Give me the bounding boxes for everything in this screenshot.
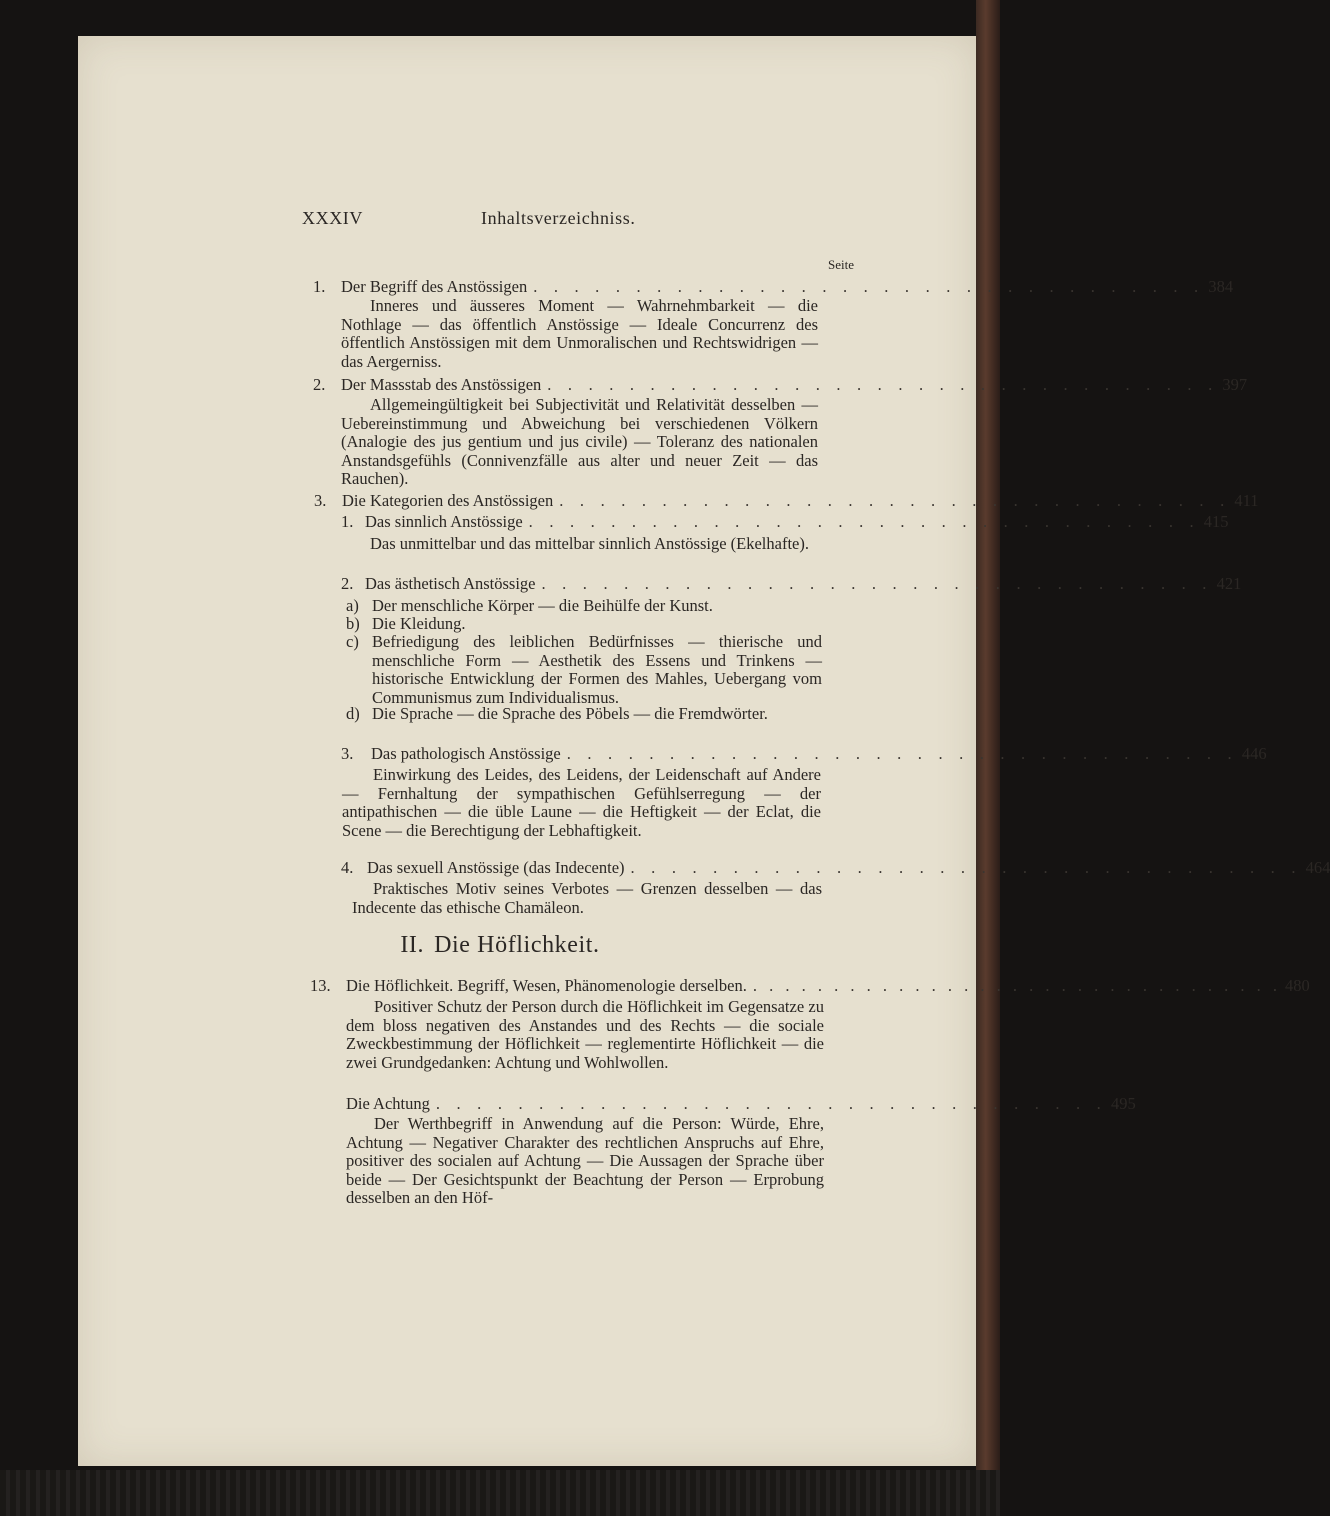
item-label: c) — [346, 632, 359, 651]
entry-page: 415 — [1203, 512, 1229, 531]
page-number: XXXIV — [302, 208, 363, 228]
entry-description: Einwirkung des Leides, des Leidens, der Leidenschaft auf Andere — Fernhaltung der sympathischen Gefühlserregung — der antipathischen — die üble Laune — die Heftigkeit — der Eclat, die Scene — die Berechtigung der Lebhaftigkeit. — [342, 765, 821, 840]
entry-number: 4. — [341, 858, 354, 877]
entry-description: Allgemeingültigkeit bei Subjectivität und Relativität desselben — Uebereinstimmung und Abweichung bei verschiedenen Völkern (Analogie des jus gentium und jus civile) — Toleranz des nationalen Anstandsgefühls (Connivenzfälle aus alter und neuer Zeit — das Rauchen). — [341, 395, 818, 489]
entry-title: Das sexuell Anstössige (das Indecente) — [367, 858, 625, 877]
section-heading — [0, 932, 1000, 959]
entry-number: 1. — [341, 512, 354, 531]
toc-entry — [346, 1094, 1136, 1113]
leader-dots: . . . . . . . . . . . . . . . . . . . . . . . . . . . . . . . . . — [752, 976, 1281, 995]
section-title: Die Höflichkeit. — [434, 932, 600, 958]
item-text: Der menschliche Körper — die Beihülfe der Kunst. — [372, 596, 713, 615]
entry-title: Der Massstab des Anstössigen — [341, 375, 542, 394]
leader-dots: . . . . . . . . . . . . . . . . . . . . . . . . . . . . . . . . . — [566, 744, 1238, 763]
entry-page: 480 — [1284, 976, 1310, 995]
entry-number: 3. — [314, 491, 327, 510]
running-title: Inhaltsverzeichniss. — [481, 208, 636, 228]
section-numeral: II. — [400, 932, 425, 958]
item-text: Befriedigung des leiblichen Bedürfnisses — thierische und menschliche Form — Aesthetik des Essens und Trinkens — historische Entwicklung der Formen des Mahles, Uebergang vom Communismus zum Individualismus. — [372, 632, 822, 707]
entry-page: 421 — [1216, 574, 1242, 593]
entry-title: Das pathologisch Anstössige — [371, 744, 561, 763]
entry-description: Inneres und äusseres Moment — Wahrnehmbarkeit — die Nothlage — das öffentlich Anstössige — Ideale Concurrenz des öffentlich Anstössigen mit dem Unmoralischen und Rechtswidrigen — das Aergerniss. — [341, 296, 818, 371]
toc-entry — [341, 744, 1267, 763]
entry-page: 464 — [1305, 858, 1330, 877]
leader-dots: . . . . . . . . . . . . . . . . . . . . . . . . . . . . . . . . . — [547, 375, 1219, 394]
entry-description: Der Werthbegriff in Anwendung auf die Person: Würde, Ehre, Achtung — Negativer Charakter des rechtlichen Anspruchs auf Ehre, positiver des socialen auf Achtung — Die Aussagen der Sprache über beide — Der Gesichtspunkt der Beachtung der Person — Erprobung desselben an den Höf- — [346, 1114, 824, 1208]
entry-title: Der Begriff des Anstössigen — [341, 277, 528, 296]
entry-page: 446 — [1241, 744, 1267, 763]
entry-number: 1. — [313, 277, 326, 296]
toc-entry — [341, 512, 1229, 531]
entry-page: 397 — [1222, 375, 1248, 394]
entry-description: Positiver Schutz der Person durch die Höflichkeit im Gegensatze zu dem bloss negativen des Anstandes und des Rechts — die sociale Zweckbestimmung der Höflichkeit — reglementirte Höflichkeit — die zwei Grundgedanken: Achtung und Wohlwollen. — [346, 997, 824, 1072]
entry-number: 13. — [310, 976, 331, 995]
entry-title: Das ästhetisch Anstössige — [365, 574, 536, 593]
toc-entry — [313, 375, 1248, 394]
entry-title: Die Achtung — [346, 1094, 430, 1113]
item-label: b) — [346, 614, 360, 633]
entry-page: 411 — [1234, 491, 1259, 510]
entry-description: Das unmittelbar und das mittelbar sinnlich Anstössige (Ekelhafte). — [370, 534, 809, 553]
entry-title: Das sinnlich Anstössige — [365, 512, 523, 531]
leader-dots: . . . . . . . . . . . . . . . . . . . . . . . . . . . . . . . . . — [541, 574, 1213, 593]
toc-entry — [341, 858, 1330, 877]
entry-title: Die Höflichkeit. Begriff, Wesen, Phänomenologie derselben. — [346, 976, 747, 995]
entry-number: 3. — [341, 744, 354, 763]
toc-entry — [314, 491, 1259, 510]
entry-number: 2. — [313, 375, 326, 394]
leader-dots: . . . . . . . . . . . . . . . . . . . . . . . . . . . . . . . . . — [435, 1094, 1107, 1113]
leader-dots: . . . . . . . . . . . . . . . . . . . . . . . . . . . . . . . . . — [533, 277, 1205, 296]
entry-number: 2. — [341, 574, 354, 593]
leader-dots: . . . . . . . . . . . . . . . . . . . . . . . . . . . . . . . . . — [559, 491, 1231, 510]
item-label: d) — [346, 704, 360, 723]
item-label: a) — [346, 596, 359, 615]
toc-entry — [310, 976, 1310, 995]
toc-entry — [313, 277, 1234, 296]
toc-entry — [341, 574, 1242, 593]
leader-dots: . . . . . . . . . . . . . . . . . . . . . . . . . . . . . . . . . — [528, 512, 1200, 531]
leader-dots: . . . . . . . . . . . . . . . . . . . . . . . . . . . . . . . . . — [630, 858, 1302, 877]
item-text: Die Sprache — die Sprache des Pöbels — die Fremdwörter. — [372, 704, 768, 723]
entry-title: Die Kategorien des Anstössigen — [342, 491, 554, 510]
entry-description: Praktisches Motiv seines Verbotes — Grenzen desselben — das Indecente das ethische Chamäleon. — [352, 879, 822, 917]
entry-page: 384 — [1208, 277, 1234, 296]
seite-label: Seite — [828, 257, 854, 272]
item-text: Die Kleidung. — [372, 614, 466, 633]
entry-page: 495 — [1111, 1094, 1136, 1113]
